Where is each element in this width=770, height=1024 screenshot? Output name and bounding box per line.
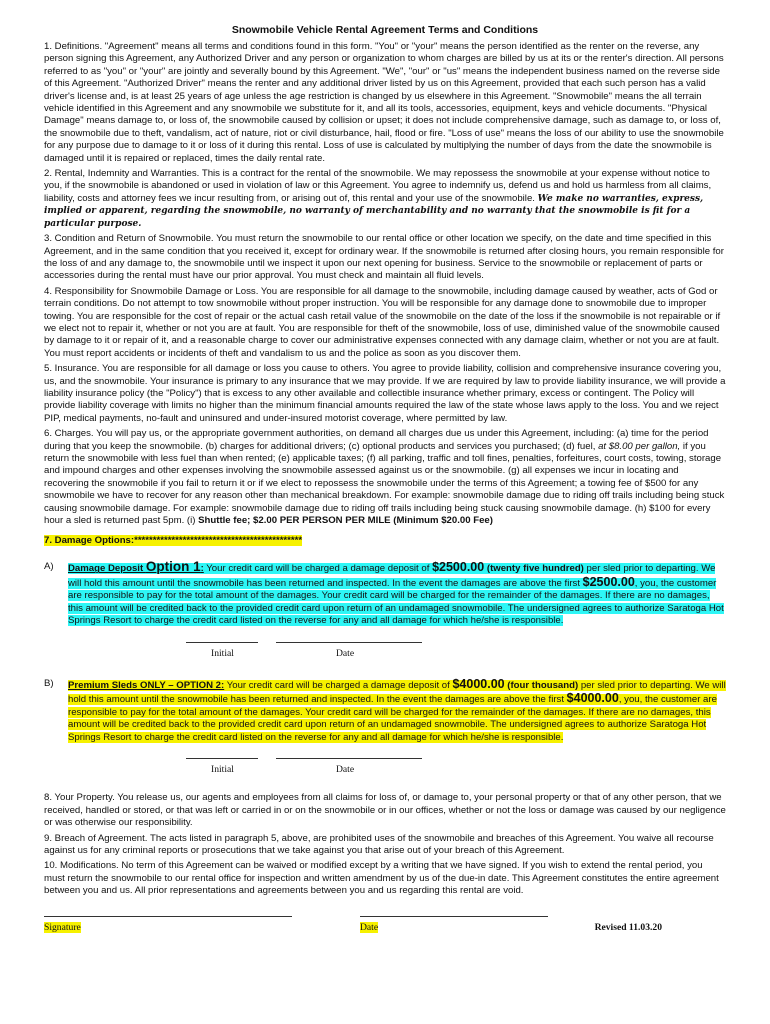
option-letter: A) [44,561,54,573]
section-text: 2. Rental, Indemnity and Warranties. This is a contract for the rental of the snowmobile. We may repossess the snowmobile at your expense without notice to you, if the snowmobile is abandoned or used in violation of law or this Agreement. You agree to indemnify us, defend us and hold us harmless from all claims, liability, costs and attorney fees we incur resulting from, or arising out of, this rental and your use of the snowmobile. [44,168,712,204]
initial-field[interactable] [186,758,258,759]
initial-label: Initial [211,764,234,776]
initial-date-row-b [44,754,726,780]
section-breach: 9. Breach of Agreement. The acts listed in paragraph 5, above, are prohibited uses of the snowmobile and breaches of this Agreement. You waive all recourse against us for any criminal reports or prosecutions that we take against you that arise out of your breach of this Agreement. [44,832,714,857]
shuttle-fee: Shuttle fee; $2.00 PER PERSON PER MILE (Minimum $20.00 Fee) [198,515,493,527]
section-insurance: 5. Insurance. You are responsible for all damage or loss you cause to others. You agree to provide liability, collision and comprehensive insurance covering you, us, and the snowmobile. Your insurance is primary to any insurance that we may provide. If we are required by law to provide liability insurance, we will provide a liability insurance policy (the "Policy") that is excess to any other available and collectible insurance whether primary, excess or contingent. The Policy will provide liability coverage with limits no higher than the minimum financial amounts required the law of the state whose laws apply to the loss. You and we reject PIP, medical payments, no-fault and uninsured and under-insured motorist coverage, where permitted by law. [44,363,726,424]
initial-label: Initial [211,647,234,659]
option-label: Damage Deposit Option 1: [68,559,204,575]
option-b-text: Premium Sleds ONLY – OPTION 2: Your credit card will be charged a damage deposit of $4000.00 (four thousand) per sled prior to departing. We will hold this amount until the snowmobile has been returned and inspected. In the event the damages are above the first $4000.00, you, the customer are responsible to pay for the total amount of the damages. Your credit card will be charged for the remainder of the damages. If there are no damages, this amount will be credited back to the provided credit card upon return of an undamaged snowmobile. The undersigned agrees to authorize Saratoga Hot Springs Resort to charge the credit card listed on the reverse for any and all damage for which he/she is responsible. [68,676,726,743]
section-definitions: 1. Definitions. "Agreement" means all terms and conditions found in this form. "You" or "your" means the person identified as the renter on the reverse, any person signing this Agreement, any Authorized Driver and any person or organization to whom charges are billed by us at its or the renter's direction. All persons referred to as "you" or "your" are jointly and severally bound by this Agreement. "We", "our" or "us" means the independent business named on the reverse side of this Agreement. "Authorized Driver" means the renter and any additional driver listed by us on this Agreement, provided that each such person has a valid driver's license and, is at least 25 years of age unless the age restriction is changed by us elsewhere in this Agreement. "Snowmobile" means the all terrain vehicle identified in this Agreement and any snowmobile we substitute for it, and all its tools, accessories, equipment, keys and vehicle documents. "Physical Damage" means damage to, or loss of, the snowmobile caused by collision or upset; it does not include comprehensive damage, such as damage to, or loss of, the snowmobile due to theft, vandalism, act of nature, riot or civil disturbance, hail, flood or fire. "Loss of use" means the loss of our ability to use the snowmobile for any purpose due to damage to it or loss of it during this rental. Loss of use is calculated by multiplying the number of days from the date the snowmobile is damaged until it is repaired or replaced, times the daily rental rate. [44,41,724,164]
option-letter: B) [44,677,54,689]
section-charges [44,428,726,527]
section-text: if you return the snowmobile with less fuel than when rented; (e) applicable taxes; (f) all parking, traffic and toll fines, penalties, forfeitures, court costs, towing, storage and impound charges and other expenses involving the snowmobile assessed against us or the snowmobile. (g) all expenses we incur in locating and recovering the snowmobile if you fail to return it or if we elect to repossess the snowmobile under the terms of this Agreement; a towing fee of $500 for any snowmobile we have to recover for any reason other than mechanical breakdown. For example: snowmobile damage due to riding off trails including being stuck causing snowmobile damage. For example: snowmobile damage due to riding off trails including being stuck causing snowmobile damage. (h) $100 for every hour a sled is returned past 5pm. (i) [44,440,725,527]
section-condition-return: 3. Condition and Return of Snowmobile. You must return the snowmobile to our rental office or other location we specify, on the date and time specified in this Agreement, and in the same condition that you received it, except for ordinary wear. If the snowmobile is returned after closing hours, you remain responsible for the loss of and any damage to, the snowmobile until we inspect it upon our next opening for business. Service to the snowmobile or replacement of parts or accessories during the rental must have our prior approval. You must check and maintain all fluid levels. [44,233,724,282]
section-responsibility: 4. Responsibility for Snowmobile Damage or Loss. You are responsible for all damage to the snowmobile, including damage caused by weather, acts of God or terrain conditions. Do not attempt to tow snowmobile without proper instruction. You will be responsible for any damage done to snowmobile due to improper towing. You are responsible for the cost of repair or the actual cash retail value of the snowmobile on the date of the loss if the snowmobile is not repairable or if we elect not to repair it, whether or not you are at fault. You are responsible for theft of the snowmobile, loss of use, diminished value of the snowmobile caused by damage to it or repair of it, and a reasonable charge to cover our administrative expenses connected with any damage claim, whether or not you are at fault. You must report accidents or incidents of theft and vandalism to us and the police as soon as you discover them. [44,285,721,359]
deposit-amount: $2500.00 [582,574,635,589]
section-text: 6. Charges. You will pay us, or the appropriate government authorities, on demand all charges due us under this Agreement, including: (a) time for the period during that you keep the snowmobile. (b) charges for additional drivers; (c) optional products and services you purchased; (d) fuel, [44,428,709,452]
section-rental-indemnity [44,168,726,230]
deposit-amount: $4000.00 [566,691,619,706]
section-your-property: 8. Your Property. You release us, our agents and employees from all claims for loss of, or damage to, your personal property or that of any other person, that we received, handled or stored, or that was left or carried in or on the snowmobile or in our offices, whether or not the loss or damage was caused by our negligence or was otherwise our responsibility. [44,792,726,829]
revision-date: Revised 11.03.20 [594,921,662,933]
signature-footer [44,912,726,942]
date-field[interactable] [276,642,422,643]
warranty-disclaimer: We make no warranties, express, implied or apparent, regarding the snowmobile, no warranty of merchantability and no warranty that the snowmobile is fit for a particular purpose. [44,193,704,229]
agreement-page [44,24,726,942]
date-field[interactable] [276,758,422,759]
date-label: Date [336,764,355,776]
initial-date-row-a [44,638,726,664]
footer-date-label: Date [360,921,379,933]
signature-field[interactable] [44,916,292,917]
initial-field[interactable] [186,642,258,643]
deposit-amount: $2500.00 [432,560,485,575]
footer-date-field[interactable] [360,916,548,917]
damage-options-heading: 7. Damage Options:********************************************* [44,535,303,547]
option-a-text: Damage Deposit Option 1: Your credit card will be charged a damage deposit of $2500.00 (twenty five hundred) per sled prior to departing. We will hold this amount until the snowmobile has been returned and inspected. In the event the damages are above the first $2500.00, you, the customer are responsible to pay for the total amount of the damages. Your credit card will be charged for the remainder of the damages. If there are no damages, this amount will be credited back to the provided credit card upon return of an undamaged snowmobile. The undersigned agrees to authorize Saratoga Hot Springs Resort to charge the credit card listed on the reverse for any and all damage for which he/she is responsible. [68,559,724,627]
deposit-amount: $4000.00 [452,676,505,691]
date-label: Date [336,647,355,659]
signature-label: Signature [44,921,81,933]
fuel-rate: at $8.00 per gallon, [598,440,681,452]
option-a [44,561,726,628]
page-title: Snowmobile Vehicle Rental Agreement Terms and Conditions [231,24,539,36]
option-b [44,678,726,745]
section-modifications: 10. Modifications. No term of this Agreement can be waived or modified except by a writing that we have signed. If you wish to extend the rental period, you must return the snowmobile to our rental office for inspection and written amendment by us of the due-in date. This Agreement constitutes the entire agreement between you and us. All prior representations and agreements between you and us regarding this rental are void. [44,860,719,897]
option-label: Premium Sleds ONLY – OPTION 2: [68,679,225,691]
